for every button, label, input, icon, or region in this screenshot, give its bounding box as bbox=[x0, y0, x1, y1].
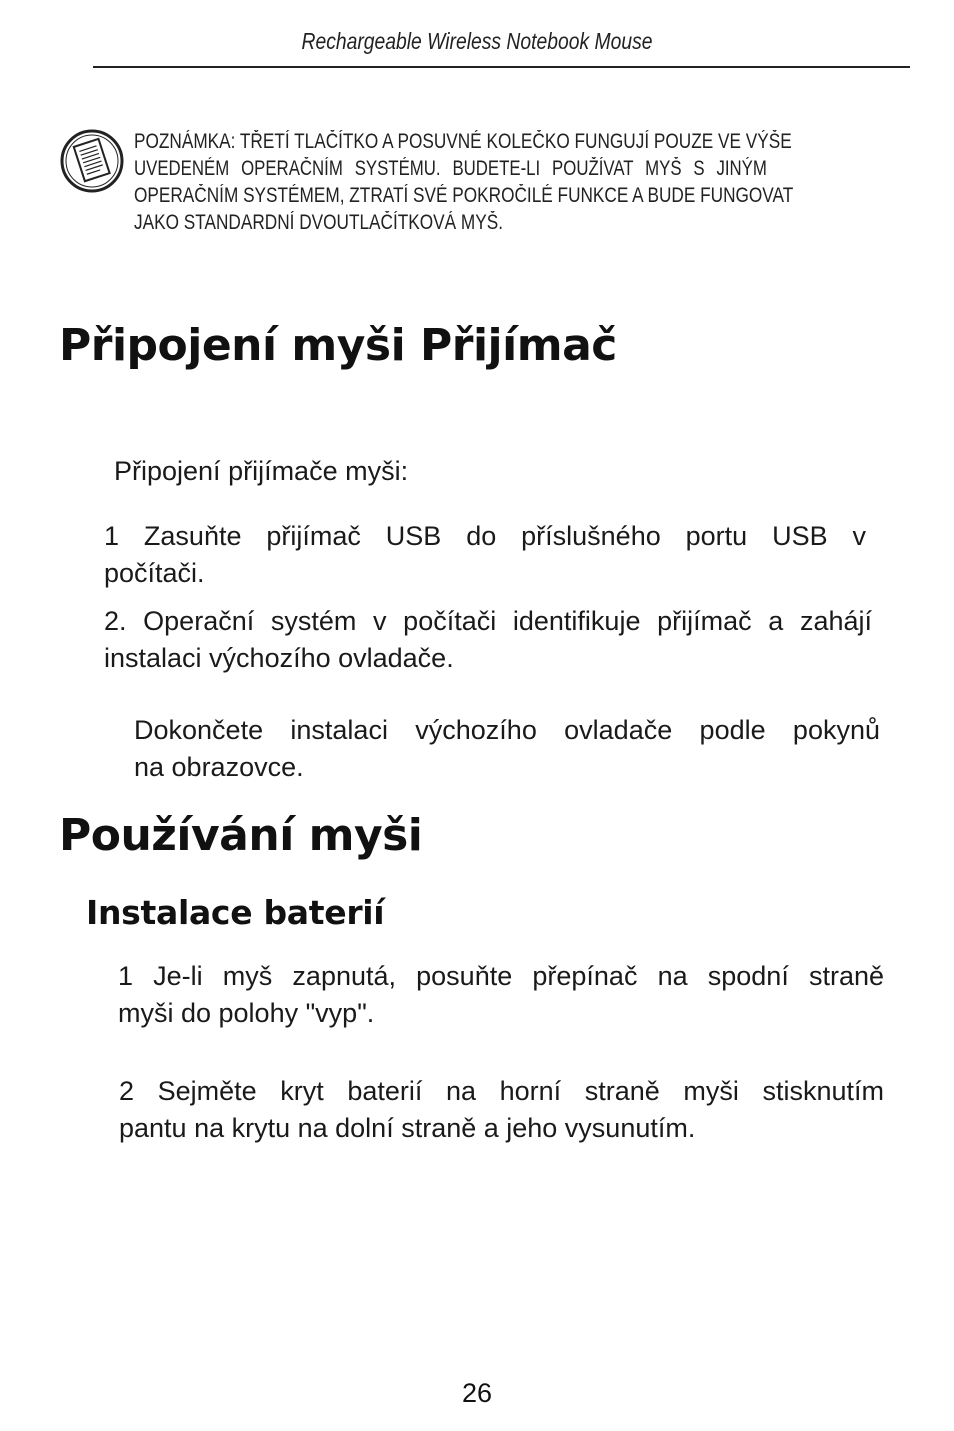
step-battery-2 bbox=[119, 1073, 884, 1147]
step-line: 2. Operační systém v počítači identifikuje přijímač a zahájí bbox=[104, 606, 872, 636]
intro-text: Připojení přijímače myši: bbox=[114, 456, 409, 486]
running-header: Rechargeable Wireless Notebook Mouse bbox=[301, 28, 653, 54]
step-line: myši do polohy "vyp". bbox=[118, 998, 375, 1028]
finish-instruction bbox=[134, 712, 880, 786]
note-text bbox=[134, 128, 882, 236]
note-line: POZNÁMKA: TŘETÍ TLAČÍTKO A POSUVNÉ KOLEČKO FUNGUJÍ POUZE VE VÝŠE bbox=[134, 130, 792, 153]
subheading-batteries: Instalace baterií bbox=[86, 893, 385, 932]
section-heading-connect: Připojení myši Přijímač bbox=[59, 320, 617, 371]
step-line: 1 Je-li myš zapnutá, posuňte přepínač na spodní straně bbox=[118, 961, 884, 991]
step-line: Dokončete instalaci výchozího ovladače podle pokynů bbox=[134, 715, 880, 745]
section-heading-using: Používání myši bbox=[59, 810, 423, 861]
header-rule bbox=[93, 66, 910, 68]
page-number: 26 bbox=[461, 1378, 493, 1408]
step-line: na obrazovce. bbox=[134, 752, 304, 782]
notepad-icon bbox=[59, 128, 125, 194]
step-connect-1 bbox=[104, 518, 866, 592]
note-line: UVEDENÉM OPERAČNÍM SYSTÉMU. BUDETE-LI POUŽÍVAT MYŠ S JINÝM bbox=[134, 157, 767, 180]
note-line: OPERAČNÍM SYSTÉMEM, ZTRATÍ SVÉ POKROČILÉ FUNKCE A BUDE FUNGOVAT bbox=[134, 184, 794, 207]
step-line: 2 Sejměte kryt baterií na horní straně myši stisknutím bbox=[119, 1076, 884, 1106]
step-line: pantu na krytu na dolní straně a jeho vysunutím. bbox=[119, 1113, 696, 1143]
step-line: 1 Zasuňte přijímač USB do příslušného portu USB v bbox=[104, 521, 866, 551]
step-line: instalaci výchozího ovladače. bbox=[104, 643, 454, 673]
step-battery-1 bbox=[118, 958, 884, 1032]
step-connect-2 bbox=[104, 603, 872, 677]
step-line: počítači. bbox=[104, 558, 205, 588]
note-line: JAKO STANDARDNÍ DVOUTLAČÍTKOVÁ MYŠ. bbox=[134, 211, 504, 234]
